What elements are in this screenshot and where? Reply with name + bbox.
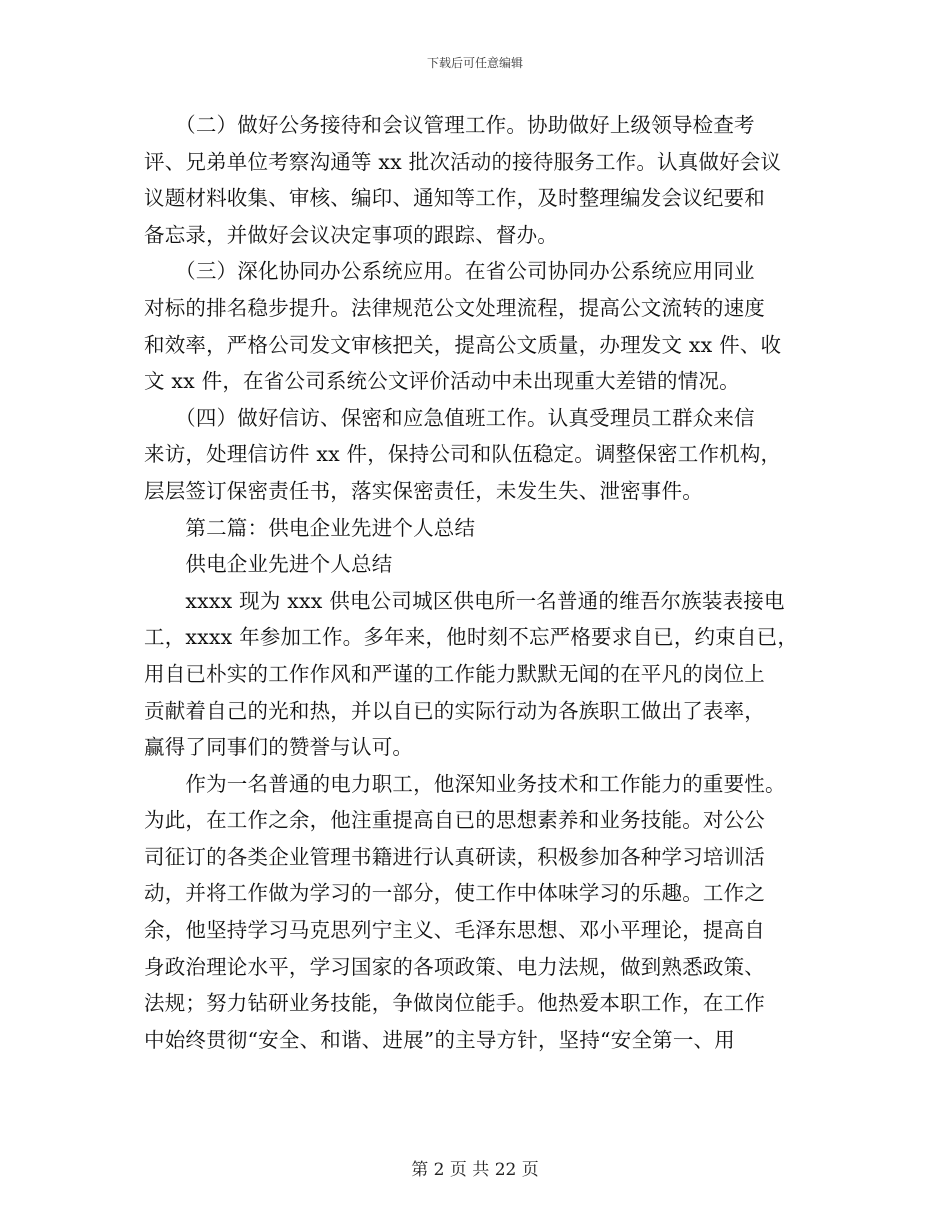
text-line: 和效率，严格公司发文审核把关，提高公文质量，办理发文 xx 件、收	[144, 332, 782, 357]
text-line: （四）做好信访、保密和应急值班工作。认真受理员工群众来信	[144, 405, 755, 430]
text-line: 法规；努力钻研业务技能，争做岗位能手。他热爱本职工作，在工作	[144, 991, 765, 1016]
text-line: 议题材料收集、审核、编印、通知等工作，及时整理编发会议纪要和	[144, 186, 765, 211]
text-line: 余，他坚持学习马克思列宁主义、毛泽东思想、邓小平理论，提高自	[144, 918, 765, 943]
text-line: 文 xx 件，在省公司系统公文评价活动中未出现重大差错的情况。	[144, 369, 740, 394]
text-line: （三）深化协同办公系统应用。在省公司协同办公系统应用同业	[144, 259, 755, 284]
document-title: 供电企业先进个人总结	[144, 552, 393, 577]
page-number-footer: 第 2 页 共 22 页	[411, 1160, 539, 1180]
text-line: 中始终贯彻“安全、和谐、进展”的主导方针，坚持“安全第一、用	[144, 1027, 735, 1052]
page-header: 下载后可任意编辑	[426, 56, 523, 70]
document-body	[144, 107, 804, 1058]
text-line: 备忘录，并做好会议决定事项的跟踪、督办。	[144, 222, 558, 247]
text-line: 动，并将工作做为学习的一部分，使工作中体味学习的乐趣。工作之	[144, 881, 765, 906]
text-line: 对标的排名稳步提升。法律规范公文处理流程，提高公文流转的速度	[144, 295, 765, 320]
text-line: 来访，处理信访件 xx 件，保持公司和队伍稳定。调整保密工作机构，	[144, 442, 782, 467]
section-heading: 第二篇：供电企业先进个人总结	[144, 515, 476, 540]
text-line: 赢得了同事们的赞誉与认可。	[144, 735, 414, 760]
text-line: xxxx 现为 xxx 供电公司城区供电所一名普通的维吾尔族装表接电	[144, 588, 785, 613]
text-line: 作为一名普通的电力职工，他深知业务技术和工作能力的重要性。	[144, 771, 786, 796]
text-line: 评、兄弟单位考察沟通等 xx 批次活动的接待服务工作。认真做好会议	[144, 149, 782, 174]
text-line: 为此，在工作之余，他注重提高自已的思想素养和业务技能。对公公	[144, 808, 765, 833]
text-line: （二）做好公务接待和会议管理工作。协助做好上级领导检查考	[144, 113, 755, 137]
text-line: 工，xxxx 年参加工作。多年来，他时刻不忘严格要求自已，约束自已，	[144, 625, 799, 650]
text-line: 层层签订保密责任书，落实保密责任，未发生失、泄密事件。	[144, 478, 703, 503]
text-line: 贡献着自己的光和热，并以自已的实际行动为各族职工做出了表率，	[144, 698, 765, 723]
text-line: 身政治理论水平，学习国家的各项政策、电力法规，做到熟悉政策、	[144, 954, 765, 979]
text-line: 用自已朴实的工作作风和严谨的工作能力默默无闻的在平凡的岗位上	[144, 661, 765, 686]
text-line: 司征订的各类企业管理书籍进行认真研读，积极参加各种学习培训活	[144, 844, 765, 869]
